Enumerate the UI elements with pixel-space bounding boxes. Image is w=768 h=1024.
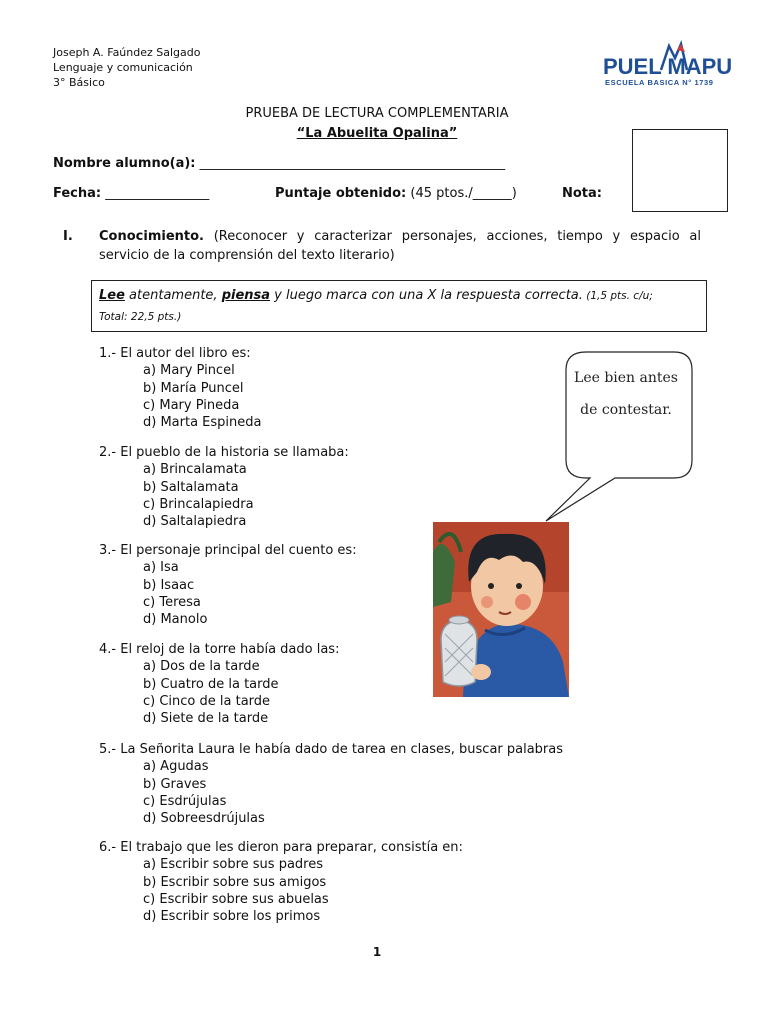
question-5: [99, 741, 563, 827]
answer-option[interactable]: d) Sobreesdrújulas: [143, 811, 265, 827]
section-title: Conocimiento.: [99, 229, 204, 244]
answer-option[interactable]: b) Escribir sobre sus amigos: [143, 874, 327, 890]
grade-box[interactable]: [632, 129, 728, 212]
name-field[interactable]: _______________________________________________: [199, 156, 506, 171]
grade-label: Nota:: [562, 186, 602, 201]
date-label: Fecha:: [53, 186, 102, 201]
score-line: [275, 186, 517, 201]
instruction-text-1: atentamente,: [124, 288, 222, 303]
answer-option[interactable]: d) Manolo: [143, 612, 208, 628]
question-6: [99, 839, 463, 925]
score-label: Puntaje obtenido:: [275, 186, 407, 201]
boy-with-jar-illustration: [433, 522, 569, 697]
answer-option[interactable]: b) Isaac: [143, 577, 195, 593]
question-4: [99, 641, 339, 727]
answer-option[interactable]: c) Cinco de la tarde: [143, 693, 271, 709]
answer-option[interactable]: a) Escribir sobre sus padres: [143, 857, 323, 873]
question-text: 5.- La Señorita Laura le había dado de tarea en clases, buscar palabras: [99, 742, 564, 757]
date-line: [53, 186, 209, 201]
instructions-box: [91, 280, 707, 332]
question-text: 4.- El reloj de la torre había dado las:: [99, 642, 340, 657]
answer-option[interactable]: c) Brincalapiedra: [143, 496, 254, 512]
bubble-line-2: de contestar.: [580, 402, 672, 418]
section-number: I.: [63, 229, 73, 244]
answer-option[interactable]: c) Esdrújulas: [143, 793, 227, 809]
instruction-word-lee: Lee: [99, 288, 125, 303]
school-logo: [603, 40, 733, 92]
section-description: (Reconocer y caracterizar personajes, acciones, tiempo y espacio al servicio de la comprensión del texto literario): [99, 229, 701, 263]
name-line: [53, 156, 505, 171]
answer-option[interactable]: a) Isa: [143, 560, 179, 576]
question-3: [99, 542, 357, 628]
author-name: Joseph A. Faúndez Salgado: [53, 46, 201, 59]
answer-option[interactable]: a) Agudas: [143, 759, 209, 775]
instructions-line2: Total: 22,5 pts.): [99, 311, 182, 323]
logo-subtitle: ESCUELA BASICA N° 1739: [605, 78, 714, 87]
answer-option[interactable]: b) Graves: [143, 776, 207, 792]
answer-option[interactable]: c) Escribir sobre sus abuelas: [143, 891, 329, 907]
question-text: 3.- El personaje principal del cuento es:: [99, 543, 357, 558]
logo-wordmark: PUEL MAPU: [603, 54, 733, 79]
instruction-points-a: (1,5 pts. c/u;: [582, 290, 653, 302]
answer-option[interactable]: d) Escribir sobre los primos: [143, 909, 321, 925]
question-2: [99, 444, 349, 530]
question-1: [99, 345, 262, 431]
instruction-word-piensa: piensa: [221, 288, 271, 303]
question-text: 6.- El trabajo que les dieron para preparar, consistía en:: [99, 840, 463, 855]
name-label: Nombre alumno(a):: [53, 156, 196, 171]
date-field[interactable]: ________________: [105, 186, 210, 201]
answer-option[interactable]: a) Dos de la tarde: [143, 659, 260, 675]
answer-option[interactable]: c) Teresa: [143, 594, 201, 610]
bubble-line-1: Lee bien antes: [574, 370, 678, 386]
section-heading: [53, 227, 701, 265]
answer-option[interactable]: b) Saltalamata: [143, 479, 239, 495]
page-number: 1: [372, 945, 382, 959]
answer-option[interactable]: d) Siete de la tarde: [143, 711, 269, 727]
answer-option[interactable]: a) Mary Pincel: [143, 363, 235, 379]
speech-bubble-text: [572, 362, 680, 426]
score-field[interactable]: (45 ptos./______): [410, 186, 517, 201]
answer-option[interactable]: d) Saltalapiedra: [143, 514, 247, 530]
question-text: 1.- El autor del libro es:: [99, 346, 251, 361]
question-text: 2.- El pueblo de la historia se llamaba:: [99, 445, 349, 460]
book-title: “La Abuelita Opalina”: [296, 126, 458, 141]
answer-option[interactable]: b) María Puncel: [143, 380, 244, 396]
instruction-text-2: y luego marca con una X la respuesta correcta.: [270, 288, 583, 303]
instructions-line1: [99, 284, 653, 308]
answer-option[interactable]: a) Brincalamata: [143, 462, 247, 478]
answer-option[interactable]: d) Marta Espineda: [143, 415, 262, 431]
grade-level: 3° Básico: [53, 76, 105, 89]
subject-name: Lenguaje y comunicación: [53, 61, 193, 74]
header-info: [53, 45, 201, 90]
test-title: PRUEBA DE LECTURA COMPLEMENTARIA: [245, 106, 509, 121]
answer-option[interactable]: b) Cuatro de la tarde: [143, 676, 279, 692]
answer-option[interactable]: c) Mary Pineda: [143, 397, 240, 413]
